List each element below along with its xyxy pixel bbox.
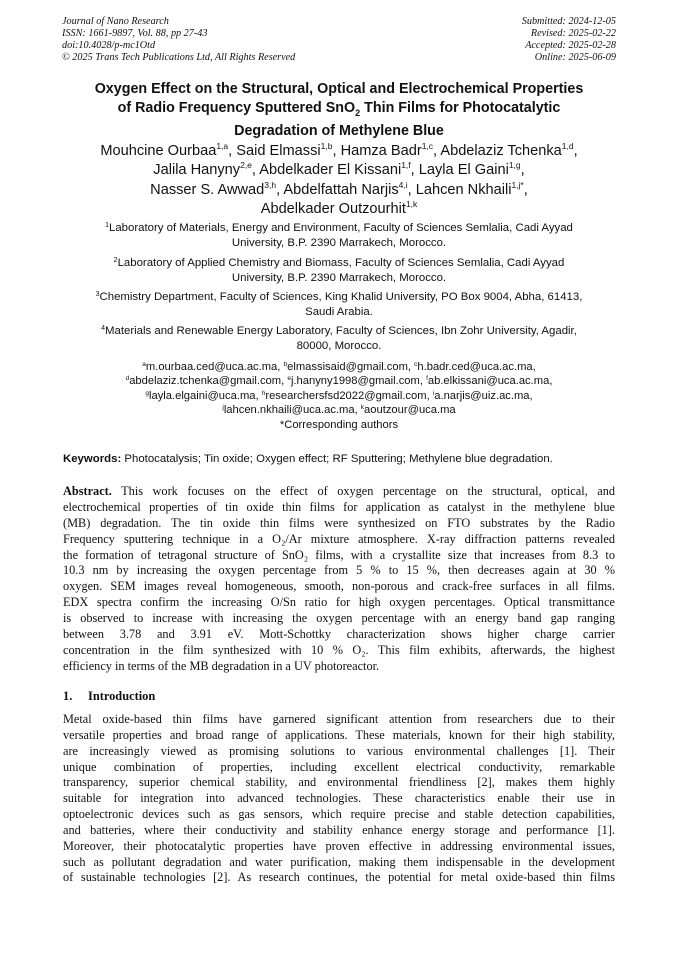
keywords (63, 452, 618, 467)
journal-copyright: © 2025 Trans Tech Publications Ltd, All Rights Reserved (62, 52, 296, 64)
body-line: unique combination of properties, including excellent electrical conductivity, remarkable (63, 759, 615, 774)
affiliation: $^1$Laboratory of Materials, Energy and Environment, Faculty of Sciences Semlalia, Cadi Ayyad University, B.P. 2390 Marrakech, Morocco. (105, 222, 573, 249)
abstract-line: EDX spectra confirm the increasing O/Sn ratio for high oxygen percentages. Optical transmittance (63, 595, 615, 610)
journal-issn: ISSN: 1661-9897, Vol. 88, pp 27-43 (62, 28, 208, 40)
title-line: Oxygen Effect on the Structural, Optical and Electrochemical Properties (94, 81, 584, 97)
author: Mouhcine Ourbaa$^{1,a}$ (100, 141, 229, 159)
abstract-line: oxygen. SEM images reveal homogeneous, smooth, non-porous and crack-free surfaces in all films. (63, 579, 615, 594)
email-link[interactable]: $^k$aoutzour@uca.ma (360, 404, 456, 417)
publication-dates (522, 16, 616, 64)
abstract-line: between 3.78 and 3.91 eV. Mott-Schottky characterization shows higher charge carrier (63, 627, 615, 642)
introduction-body (63, 712, 615, 886)
author: Hamza Badr$^{1,c}$ (340, 141, 434, 159)
abstract-line: efficiency in terms of the MB degradation in a UV photoreactor. (63, 658, 380, 673)
abstract-line: the formation of tetragonal structure of SnO₂ films, with a crystallite size that increases from 8.3 to (63, 547, 615, 562)
email-link[interactable]: $^b$elmassisaid@gmail.com (283, 361, 408, 373)
body-line: Metal oxide-based thin films have garnered significant attention from researchers due to their (63, 712, 615, 726)
body-line: optoelectronic devices such as gas sensors, which require precise and stable detection capabilities, (63, 807, 615, 822)
body-line: are increasingly viewed as promising solutions to various environmental challenges [1]. Their (63, 743, 615, 758)
email-link[interactable]: $^c$h.badr.ced@uca.ac.ma (414, 361, 533, 373)
date-online: Online: 2025-06-09 (534, 52, 616, 64)
email-line: $^g$layla.elgaini@uca.ma, $^h$researchersfsd2022@gmail.com, $^i$a.narjis@uiz.ac.ma, (145, 389, 533, 402)
email-line: $^j$lahcen.nkhaili@uca.ac.ma, $^k$aoutzour@uca.ma (222, 404, 456, 417)
journal-header (62, 16, 616, 64)
keywords-text: Photocatalysis; Tin oxide; Oxygen effect; RF Sputtering; Methylene blue degradation. (121, 453, 553, 465)
email-link[interactable]: $^j$lahcen.nkhaili@uca.ac.ma (222, 404, 355, 417)
keywords-label: Keywords: (63, 453, 122, 465)
abstract-line: (MB) degradation. The tin oxide thin films were synthesized on FTO substrates by the Radio (63, 515, 615, 530)
author-list (40, 142, 638, 219)
section-heading (63, 689, 155, 704)
email-line: $^a$m.ourbaa.ced@uca.ac.ma, $^b$elmassisaid@gmail.com, $^c$h.badr.ced@uca.ac.ma, (142, 361, 536, 373)
author: Said Elmassi$^{1,b}$ (236, 141, 333, 159)
date-revised: Revised: 2025-02-22 (530, 28, 616, 40)
email-link[interactable]: $^i$a.narjis@uiz.ac.ma (432, 389, 530, 402)
author: Abdelkader El Kissani$^{1,f}$ (259, 160, 411, 179)
corresponding-note: *Corresponding authors (279, 418, 399, 431)
abstract (63, 484, 615, 675)
section-number: 1. (63, 689, 73, 703)
abstract-line: 10.3 nm by increasing the oxygen percentage from 5 % to 15 %, then decreases again at 30 % (63, 563, 615, 578)
body-line: and batteries, where their conductivity and stability enhance energy storage and performance [1]. (63, 822, 615, 837)
author-line (40, 200, 638, 219)
title-line: Degradation of Methylene Blue (234, 123, 444, 140)
body-line: of sustainable technologies [2]. As research continues, the potential for metal oxide-based thin films (63, 870, 615, 885)
author-line: Jalila Hanyny$^{2,e}$, Abdelkader El Kissani$^{1,f}$, Layla El Gaini$^{1,g}$, (153, 160, 525, 179)
author-line: Mouhcine Ourbaa$^{1,a}$, Said Elmassi$^{1,b}$, Hamza Badr$^{1,c}$, Abdelaziz Tchenka$^{1,d}$, (100, 141, 578, 159)
affiliation: $^3$Chemistry Department, Faculty of Sciences, King Khalid University, PO Box 9004, Abha, 61413, Saudi Arabia. (95, 291, 583, 318)
date-submitted: Submitted: 2024-12-05 (521, 16, 616, 27)
journal-doi[interactable]: doi:10.4028/p-mc1Otd (62, 40, 156, 52)
abstract-line: Frequency sputtering technique in a O₂/Ar mixture atmosphere. X-ray diffraction patterns revealed (63, 531, 615, 546)
paper-title (50, 80, 628, 141)
email-line: $^d$abdelaziz.tchenka@gmail.com, $^e$j.hanyny1998@gmail.com, $^f$ab.elkissani@uca.ac.ma, (125, 375, 553, 388)
date-accepted: Accepted: 2025-02-28 (525, 40, 616, 52)
body-line: such as pollutant degradation and water purification, making them indispensable in the development (63, 854, 615, 869)
email-link[interactable]: $^e$j.hanyny1998@gmail.com (287, 375, 420, 388)
body-line: Moreover, their photocatalytic properties have proven effective in addressing environmental issues, (63, 838, 615, 853)
email-link[interactable]: $^h$researchersfsd2022@gmail.com (261, 389, 427, 402)
email-link[interactable]: $^g$layla.elgaini@uca.ma (145, 389, 256, 402)
author: Jalila Hanyny$^{2,e}$ (153, 160, 252, 179)
affiliation: $^4$Materials and Renewable Energy Laboratory, Faculty of Sciences, Ibn Zohr University, Agadir, 80000, Morocco. (101, 325, 577, 352)
email-link[interactable]: $^d$abdelaziz.tchenka@gmail.com (125, 375, 282, 388)
journal-info (62, 16, 295, 64)
affiliation: $^2$Laboratory of Applied Chemistry and Biomass, Faculty of Sciences Semlalia, Cadi Ayyad University, B.P. 2390 Marrakech, Morocco. (113, 257, 565, 284)
author: Abdelfattah Narjis$^{4,i}$ (283, 179, 408, 198)
author: Nasser S. Awwad$^{3,h}$ (150, 179, 277, 198)
abstract-line: is observed to increase with increasing the oxygen percentage with an energy band gap ranging (63, 611, 615, 626)
section-title: Introduction (88, 689, 156, 703)
author: Lahcen Nkhaili$^{1,j*}$ (415, 179, 524, 198)
author-line: Nasser S. Awwad$^{3,h}$, Abdelfattah Narjis$^{4,i}$, Lahcen Nkhaili$^{1,j*}$, (150, 179, 528, 198)
email-link[interactable]: $^f$ab.elkissani@uca.ac.ma (426, 375, 550, 388)
journal-name: Journal of Nano Research (62, 16, 169, 27)
body-line: transparency, superior chemical stability, and environmental friendliness [2], makes them highly (63, 775, 615, 790)
author-emails (52, 360, 626, 432)
body-line: suitable for integration into advanced technologies. These characteristics enable their use in (63, 791, 615, 806)
author: Abdelaziz Tchenka$^{1,d}$ (440, 141, 574, 159)
abstract-line: Abstract. This work focuses on the effect of oxygen percentage on the structural, optical, and (63, 484, 615, 498)
title-line: of Radio Frequency Sputtered SnO$_2$ Thin Films for Photocatalytic (117, 99, 561, 118)
email-link[interactable]: $^a$m.ourbaa.ced@uca.ac.ma (142, 361, 278, 373)
author: Abdelkader Outzourhit$^{1,k}$ (260, 198, 418, 217)
abstract-label: Abstract. (63, 484, 112, 498)
author: Layla El Gaini$^{1,g}$ (418, 160, 521, 179)
abstract-line: concentration in the film synthesized with 10 % O₂. This film exhibits, afterwards, the highest (63, 642, 615, 657)
abstract-line: electrochemical properties of tin oxide thin films for application as catalyst in the methylene blue (63, 499, 615, 514)
body-line: versatile properties and broad range of applications. These materials, known for their high stability, (63, 727, 615, 742)
